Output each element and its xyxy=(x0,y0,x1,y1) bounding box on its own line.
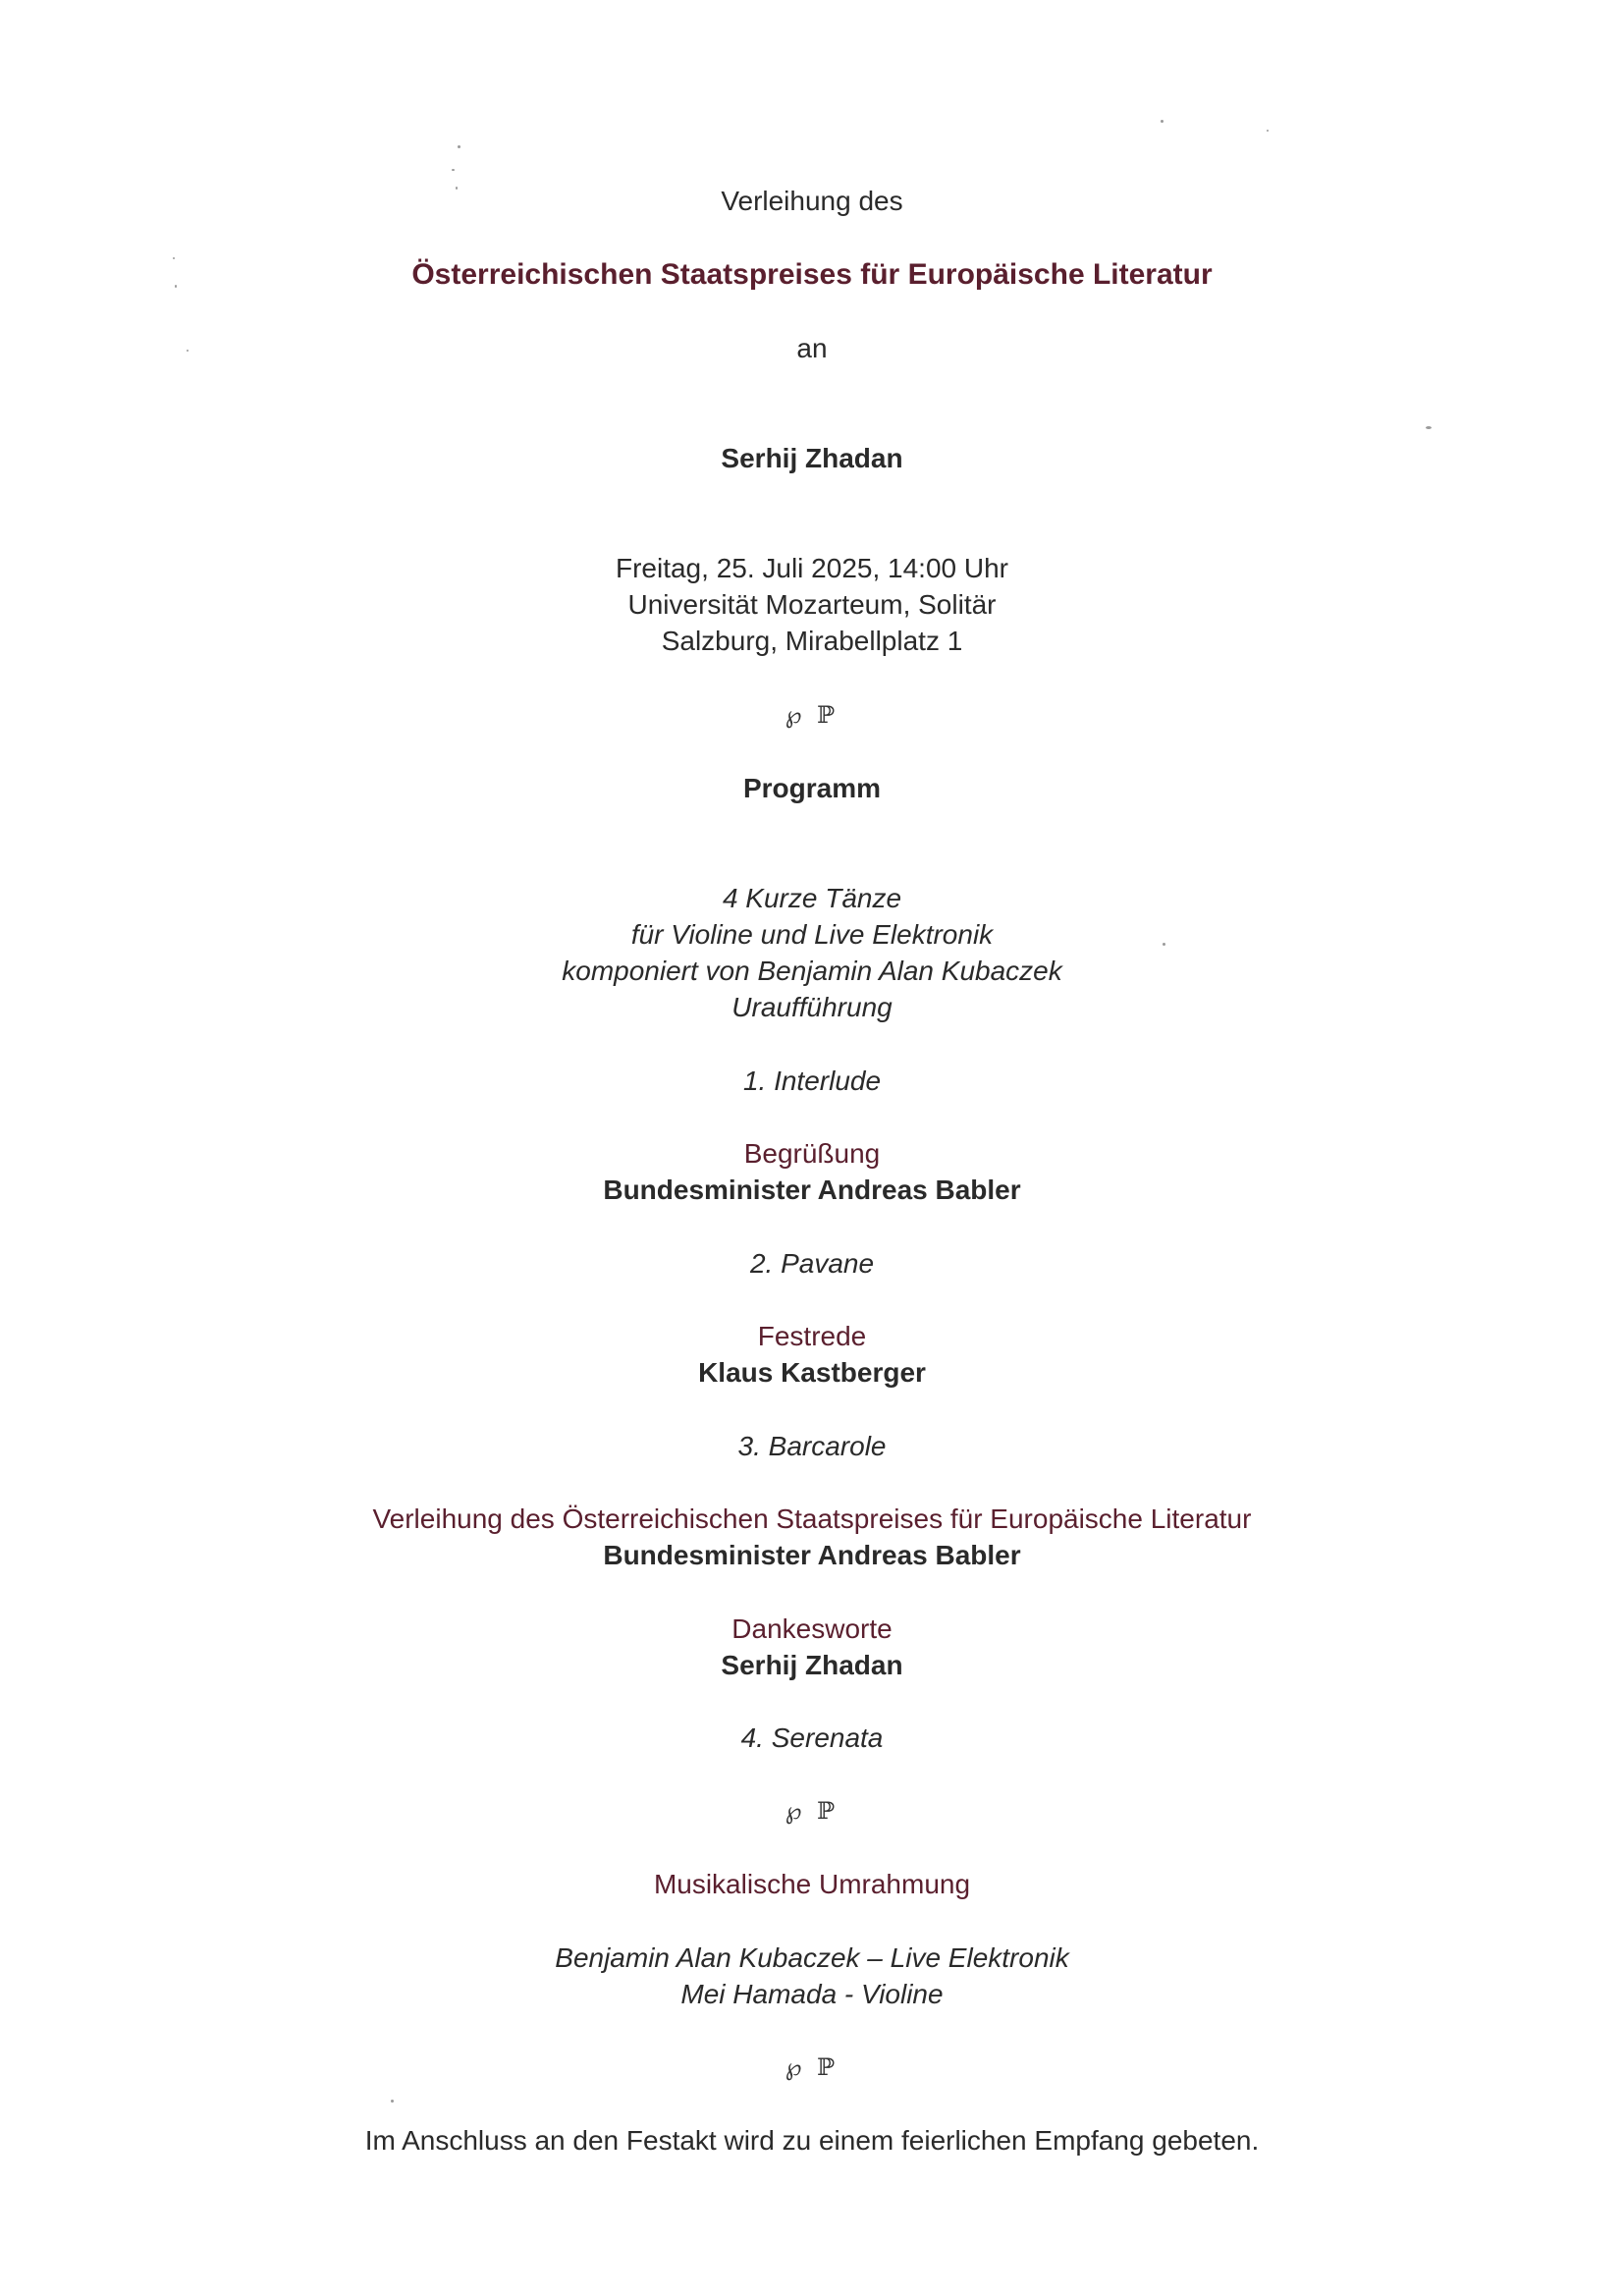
work-instrumentation: für Violine und Live Elektronik xyxy=(630,919,994,950)
program-item-label: Festrede xyxy=(757,1321,867,1351)
work-composer: komponiert von Benjamin Alan Kubaczek xyxy=(562,956,1062,986)
scan-speck xyxy=(456,187,458,190)
program-item-label: Verleihung des Österreichischen Staatspreises für Europäische Literatur xyxy=(372,1503,1252,1534)
fleuron-separator-2: ℘ ℙ xyxy=(785,1797,839,1825)
scan-speck xyxy=(1426,426,1432,429)
fleuron-separator-3: ℘ ℙ xyxy=(785,2053,839,2081)
work-premiere: Uraufführung xyxy=(731,992,893,1022)
event-address: Salzburg, Mirabellplatz 1 xyxy=(661,626,963,656)
program-item-label: Begrüßung xyxy=(743,1138,881,1169)
work-title: 4 Kurze Tänze xyxy=(722,883,902,913)
performer-line: Mei Hamada - Violine xyxy=(680,1979,944,2009)
program-item-label: Dankesworte xyxy=(731,1613,893,1644)
program-item-person: Serhij Zhadan xyxy=(721,1650,903,1680)
program-music-3: 3. Barcarole xyxy=(737,1431,887,1461)
program-item-person: Bundesminister Andreas Babler xyxy=(603,1540,1021,1570)
connector-text: an xyxy=(796,333,828,363)
event-datetime: Freitag, 25. Juli 2025, 14:00 Uhr xyxy=(615,553,1008,583)
scan-speck xyxy=(1161,120,1164,123)
program-music-1: 1. Interlude xyxy=(742,1066,882,1096)
program-item-person: Bundesminister Andreas Babler xyxy=(603,1175,1021,1205)
program-item-person: Klaus Kastberger xyxy=(698,1357,926,1388)
closing-note: Im Anschluss an den Festakt wird zu einem feierlichen Empfang gebeten. xyxy=(364,2125,1260,2156)
scan-speck xyxy=(452,169,455,171)
program-heading: Programm xyxy=(742,773,882,803)
scan-speck xyxy=(1267,130,1269,132)
performer-line: Benjamin Alan Kubaczek – Live Elektronik xyxy=(555,1942,1069,1973)
scan-speck xyxy=(175,285,177,288)
scan-speck xyxy=(1163,943,1165,946)
scan-speck xyxy=(391,2100,394,2103)
music-frame-heading: Musikalische Umrahmung xyxy=(653,1869,971,1899)
award-title: Österreichischen Staatspreises für Europäische Literatur xyxy=(411,258,1213,291)
program-music-2: 2. Pavane xyxy=(749,1248,875,1279)
scan-speck xyxy=(458,145,460,148)
scan-speck xyxy=(173,257,175,259)
fleuron-separator-1: ℘ ℙ xyxy=(785,701,839,729)
intro-text: Verleihung des xyxy=(721,186,903,216)
laureate-name: Serhij Zhadan xyxy=(721,443,903,473)
program-music-4: 4. Serenata xyxy=(740,1722,884,1753)
event-venue: Universität Mozarteum, Solitär xyxy=(627,589,997,620)
scan-speck xyxy=(187,350,189,352)
